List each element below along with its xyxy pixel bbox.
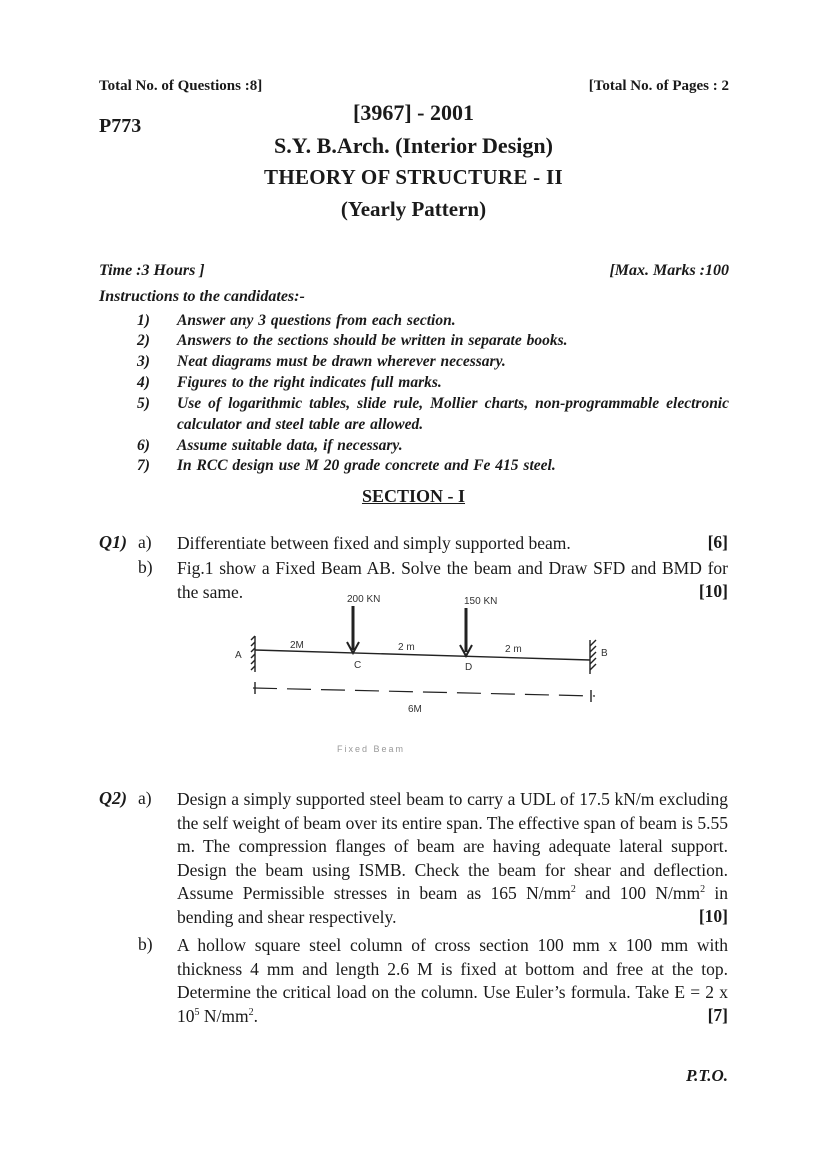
- q2-number: Q2): [99, 788, 127, 808]
- instruction-item: [137, 393, 729, 435]
- q2a-label: a): [138, 788, 152, 808]
- instruction-number: 6): [137, 437, 150, 454]
- q1b-marks: [10]: [698, 581, 728, 601]
- section-title: SECTION - I: [361, 486, 466, 506]
- pto-label: P.T.O.: [685, 1066, 728, 1085]
- instruction-item: [137, 372, 729, 393]
- q1a-marks: [6]: [707, 532, 728, 552]
- load-arrow-d: [460, 608, 472, 656]
- instructions-heading: Instructions to the candidates:-: [99, 288, 305, 305]
- instruction-text: Answers to the sections should be written in separate books.: [177, 332, 568, 349]
- instruction-text: Answer any 3 questions from each section.: [177, 312, 456, 329]
- span-label-db: 2 m: [505, 644, 522, 655]
- dimension-line: [253, 688, 595, 696]
- load-label-150: 150 KN: [464, 596, 498, 607]
- subject-title: THEORY OF STRUCTURE - II: [264, 165, 563, 189]
- instruction-item: [137, 310, 729, 331]
- instruction-text: Figures to the right indicates full marks.: [177, 374, 442, 391]
- time-limit: Time :3 Hours ]: [99, 262, 205, 279]
- q2b-text: A hollow square steel column of cross section 100 mm x 100 mm with thickness 4 mm and length 2.6 M is fixed at bottom and free at the top. Determine the critical load on the column. Use Euler’s formula. Take E = 2 x $10^5$ $N/mm^2$.: [177, 935, 728, 1026]
- instruction-number: 1): [137, 312, 150, 329]
- beam-line: [255, 650, 590, 660]
- q1a-text: Differentiate between fixed and simply supported beam.: [177, 533, 571, 553]
- q2b-label: b): [138, 934, 153, 954]
- load-label-200: 200 KN: [347, 594, 381, 605]
- instruction-text: In RCC design use M 20 grade concrete and Fe 415 steel.: [177, 457, 556, 474]
- instruction-item: [137, 435, 729, 456]
- course-title: S.Y. B.Arch. (Interior Design): [274, 133, 553, 158]
- total-questions: Total No. of Questions :8]: [99, 78, 263, 94]
- total-pages: [Total No. of Pages : 2: [588, 78, 729, 94]
- instruction-text: Use of logarithmic tables, slide rule, Mollier charts, non-programmable electronic calculator and steel table are allowed.: [177, 395, 729, 433]
- q1b-label: b): [138, 557, 153, 577]
- pattern-title: (Yearly Pattern): [340, 197, 487, 221]
- total-span-label: 6M: [408, 704, 422, 715]
- q2a-text: Design a simply supported steel beam to carry a UDL of 17.5 kN/m excluding the self weight of beam over its entire span. The effective span of beam is 5.55 m. The compression flanges of beam are having adequate lateral support. Design the beam using ISMB. Check the beam for shear and deflection. Assume Permissible stresses in beam as 165 $N/mm^2$ and 100 $N/mm^2$ in bending and shear respectively.: [177, 789, 728, 927]
- span-label-ac: 2M: [290, 640, 304, 651]
- instruction-number: 7): [137, 457, 150, 474]
- max-marks: [Max. Marks :100: [609, 262, 729, 279]
- paper-code: P773: [99, 115, 142, 137]
- instruction-number: 4): [137, 374, 150, 391]
- instruction-number: 2): [137, 332, 150, 349]
- q2a-marks: [10]: [698, 906, 728, 926]
- point-c-label: C: [354, 660, 362, 671]
- instruction-text: Assume suitable data, if necessary.: [177, 437, 403, 454]
- figure-caption: Fixed Beam: [337, 744, 406, 754]
- support-b-hatch: [590, 640, 596, 670]
- load-arrow-c: [347, 606, 359, 653]
- instruction-number: 3): [137, 353, 150, 370]
- instruction-text: Neat diagrams must be drawn wherever necessary.: [177, 353, 506, 370]
- q1b-text: Fig.1 show a Fixed Beam AB. Solve the beam and Draw SFD and BMD for the same.: [177, 558, 728, 602]
- q2b-marks: [7]: [707, 1005, 728, 1025]
- q1a-label: a): [138, 532, 152, 552]
- q1-number: Q1): [99, 532, 127, 552]
- instruction-number: 5): [137, 395, 150, 412]
- point-a-label: A: [235, 650, 242, 661]
- fixed-beam-figure: [225, 588, 625, 758]
- instruction-item: [137, 351, 729, 372]
- instruction-item: [137, 330, 729, 351]
- instruction-item: [137, 455, 729, 476]
- span-label-cd: 2 m: [398, 642, 415, 653]
- point-d-label: D: [465, 662, 473, 673]
- exam-code: [3967] - 2001: [353, 100, 474, 125]
- point-b-label: B: [601, 648, 608, 659]
